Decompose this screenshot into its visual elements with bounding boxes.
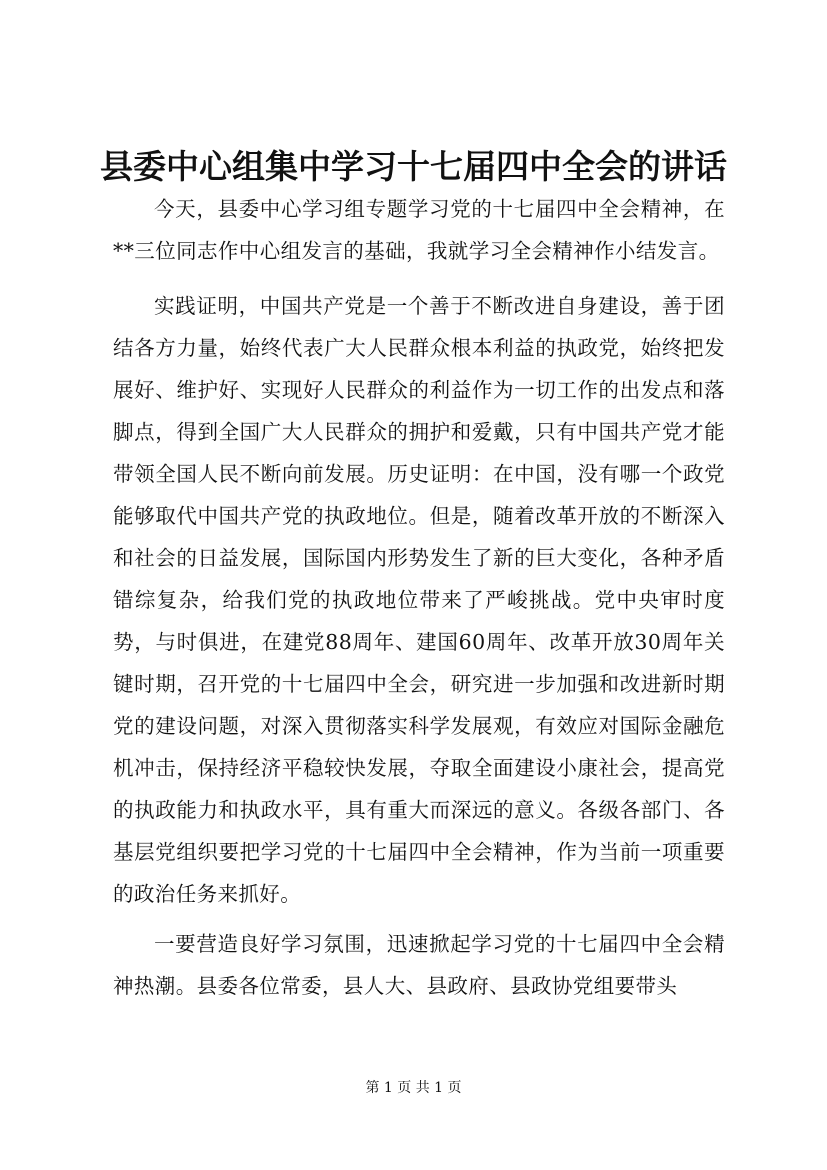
document-title: 县委中心组集中学习十七届四中全会的讲话 <box>100 147 727 186</box>
document-body <box>113 188 725 1016</box>
paragraph-intro: 今天，县委中心学习组专题学习党的十七届四中全会精神，在**三位同志作中心组发言的基础，我就学习全会精神作小结发言。 <box>113 197 725 263</box>
page-footer: 第 1 页 共 1 页 <box>365 1080 462 1096</box>
paragraph-practice: 实践证明，中国共产党是一个善于不断改进自身建设，善于团结各方力量，始终代表广大人民群众根本利益的执政党，始终把发展好、维护好、实现好人民群众的利益作为一切工作的出发点和落脚点，得到全国广大人民群众的拥护和爱戴，只有中国共产党才能带领全国人民不断向前发展。历史证明：在中国，没有哪一个政党能够取代中国共产党的执政地位。但是，随着改革开放的不断深入和社会的日益发展，国际国内形势发生了新的巨大变化，各种矛盾错综复杂，给我们党的执政地位带来了严峻挑战。党中央审时度势，与时俱进，在建党88周年、建国60周年、改革开放30周年关键时期，召开党的十七届四中全会，研究进一步加强和改进新时期党的建设问题，对深入贯彻落实科学发展观，有效应对国际金融危机冲击，保持经济平稳较快发展，夺取全面建设小康社会，提高党的执政能力和执政水平，具有重大而深远的意义。各级各部门、各基层党组织要把学习党的十七届四中全会精神，作为当前一项重要的政治任务来抓好。 <box>113 294 725 906</box>
paragraph-first-requirement: 一要营造良好学习氛围，迅速掀起学习党的十七届四中全会精神热潮。县委各位常委，县人大、县政府、县政协党组要带头 <box>113 932 725 998</box>
